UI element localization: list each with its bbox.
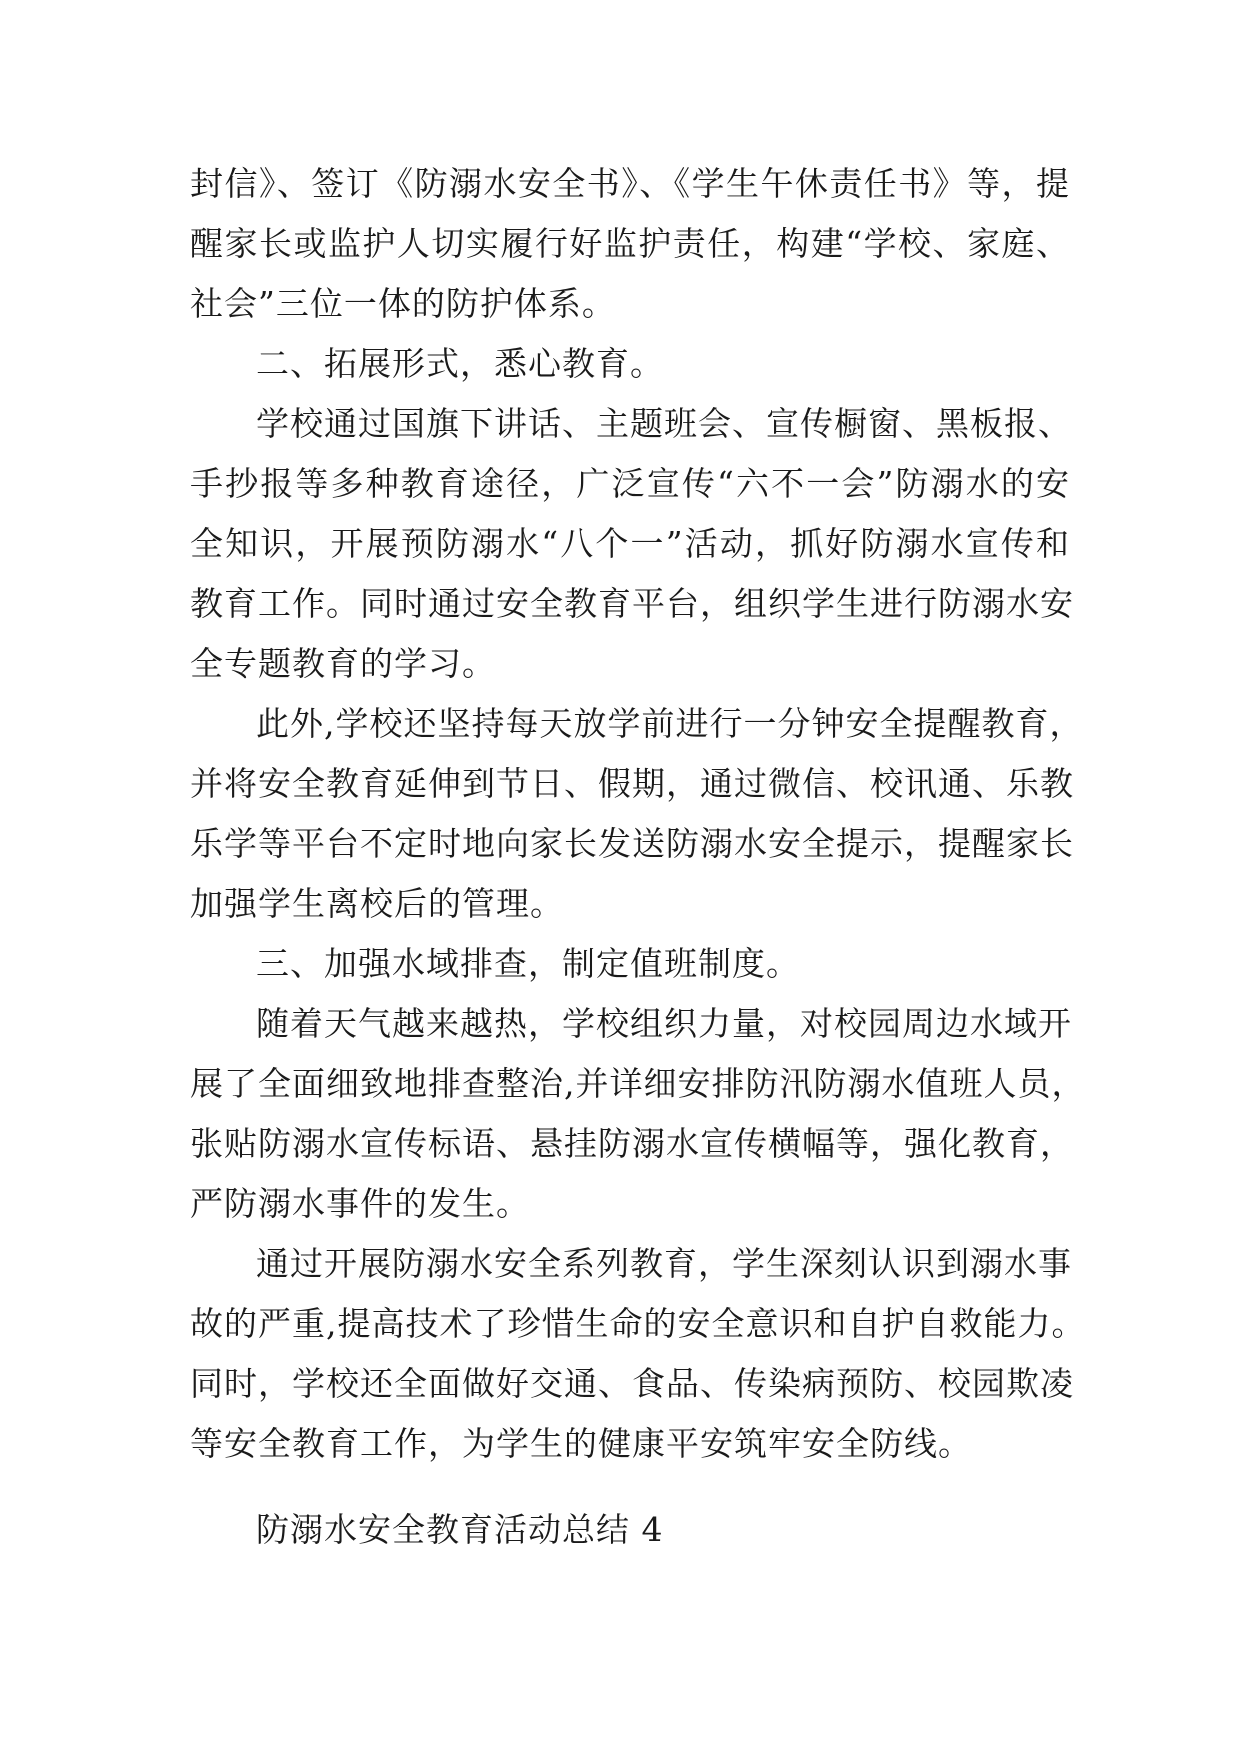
paragraph-line: 此外,学校还坚持每天放学前进行一分钟安全提醒教育， [256, 704, 1084, 743]
paragraph-line: 全专题教育的学习。 [190, 644, 496, 683]
paragraph-line: 同时，学校还全面做好交通、食品、传染病预防、校园欺凌 [190, 1364, 1074, 1403]
paragraph-line: 严防溺水事件的发生。 [190, 1184, 530, 1223]
paragraph-line: 醒家长或监护人切实履行好监护责任，构建“学校、家庭、 [190, 224, 1070, 263]
paragraph-line: 社会”三位一体的防护体系。 [190, 284, 616, 323]
paragraph-line: 并将安全教育延伸到节日、假期，通过微信、校讯通、乐教 [190, 764, 1074, 803]
paragraph-line: 学校通过国旗下讲话、主题班会、宣传橱窗、黑板报、 [256, 404, 1072, 443]
paragraph-line: 通过开展防溺水安全系列教育，学生深刻认识到溺水事 [256, 1244, 1072, 1283]
paragraph-line: 手抄报等多种教育途径，广泛宣传“六不一会”防溺水的安 [190, 464, 1070, 503]
paragraph-line: 张贴防溺水宣传标语、悬挂防溺水宣传横幅等，强化教育， [190, 1124, 1074, 1163]
paragraph-line: 随着天气越来越热，学校组织力量，对校园周边水域开 [256, 1004, 1072, 1043]
paragraph-line: 加强学生离校后的管理。 [190, 884, 564, 923]
section-heading: 三、加强水域排查，制定值班制度。 [256, 944, 800, 983]
paragraph-line: 展了全面细致地排查整治,并详细安排防汛防溺水值班人员， [190, 1064, 1086, 1103]
section-heading: 二、拓展形式，悉心教育。 [256, 344, 664, 383]
paragraph-line: 等安全教育工作，为学生的健康平安筑牢安全防线。 [190, 1424, 972, 1463]
paragraph-line: 全知识，开展预防溺水“八个一”活动，抓好防溺水宣传和 [190, 524, 1070, 563]
paragraph-line: 故的严重,提高技术了珍惜生命的安全意识和自护自救能力。 [190, 1304, 1086, 1343]
section-title: 防溺水安全教育活动总结 4 [256, 1510, 664, 1549]
paragraph-line: 教育工作。同时通过安全教育平台，组织学生进行防溺水安 [190, 584, 1074, 623]
paragraph-line: 乐学等平台不定时地向家长发送防溺水安全提示，提醒家长 [190, 824, 1074, 863]
paragraph-line: 封信》、签订《防溺水安全书》、《学生午休责任书》等，提 [190, 164, 1070, 203]
